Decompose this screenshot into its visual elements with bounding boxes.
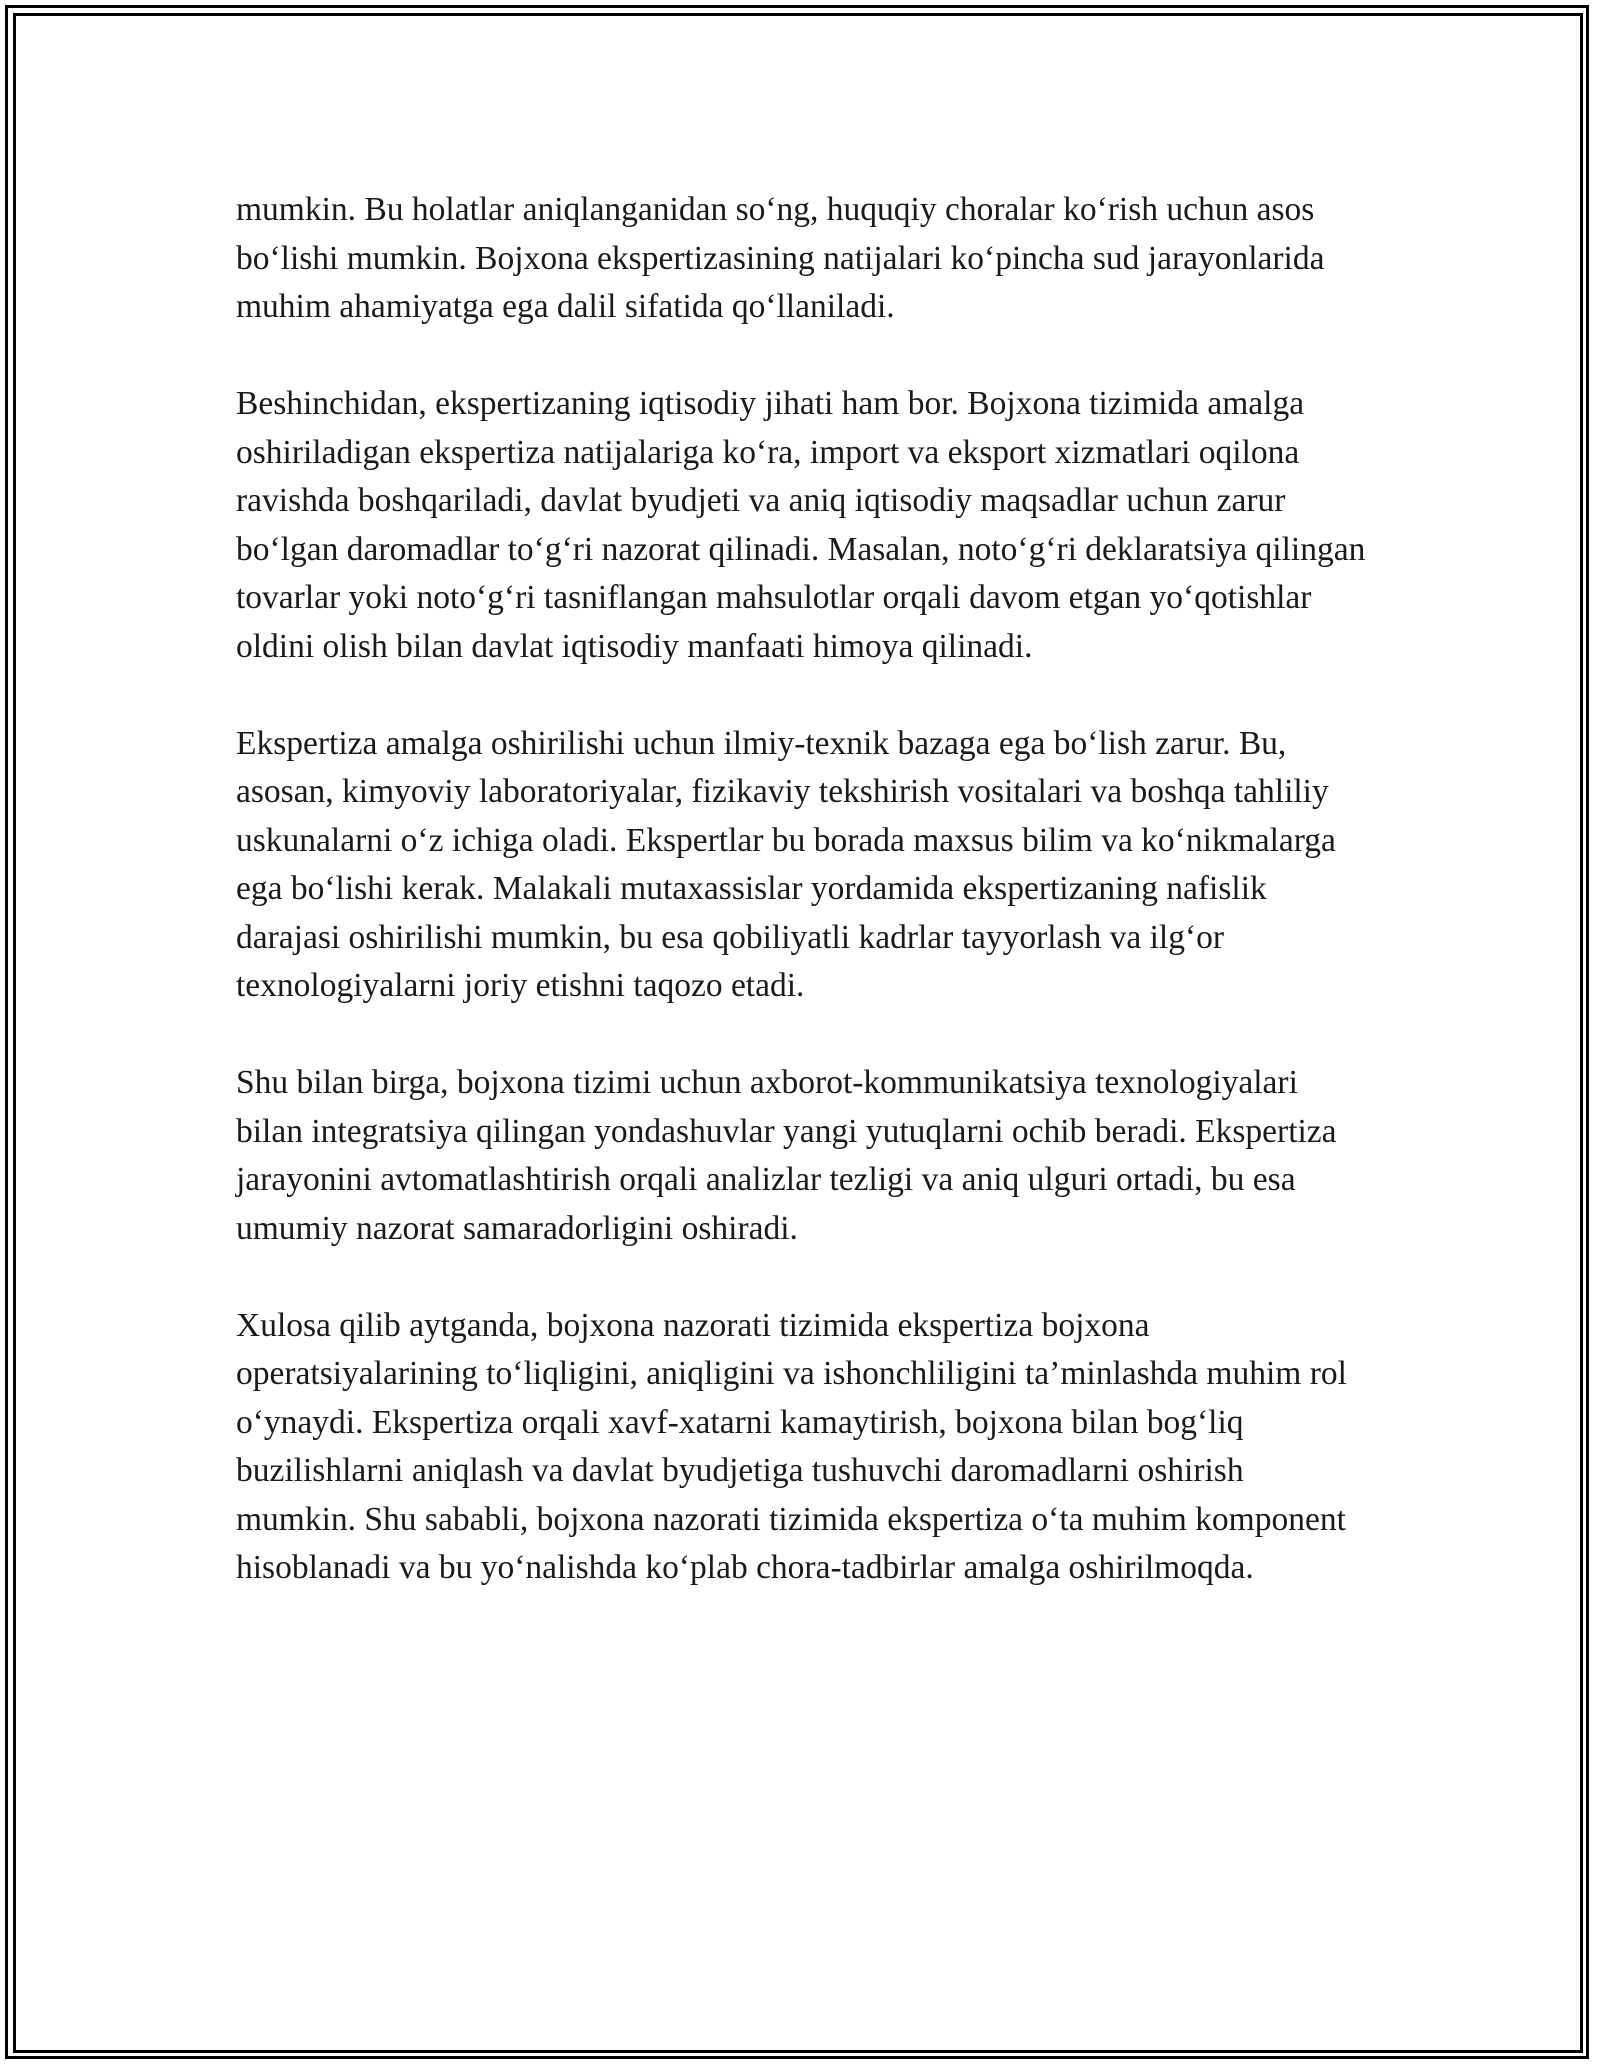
paragraph-1: mumkin. Bu holatlar aniqlanganidan so‘ng, huquqiy choralar ko‘rish uchun asos bo‘lishi mumkin. Bojxona ekspertizasining natijalari ko‘pincha sud jarayonlarida muhim ahamiyatga ega dalil sifatida qo‘llaniladi. xyxy=(236,191,1325,325)
paragraph-3: Ekspertiza amalga oshirilishi uchun ilmiy-texnik bazaga ega bo‘lish zarur. Bu, asosan, kimyoviy laboratoriyalar, fizikaviy tekshirish vositalari va boshqa tahliliy uskunalarni o‘z ichiga oladi. Ekspertlar bu borada maxsus bilim va ko‘nikmalarga ega bo‘lishi kerak. Malakali mutaxassislar yordamida ekspertizaning nafislik darajasi oshirilishi mumkin, bu esa qobiliyatli kadrlar tayyorlash va ilg‘or texnologiyalarni joriy etishni taqozo etadi. xyxy=(236,724,1336,1004)
paragraph-5: Xulosa qilib aytganda, bojxona nazorati tizimida ekspertiza bojxona operatsiyalarining to‘liqligini, aniqligini va ishonchliligini ta’minlashda muhim rol o‘ynaydi. Ekspertiza orqali xavf-xatarni kamaytirish, bojxona bilan bog‘liq buzilishlarni aniqlash va davlat byudjetiga tushuvchi daromadlarni oshirish mumkin. Shu sababli, bojxona nazorati tizimida ekspertiza o‘ta muhim komponent hisoblanadi va bu yo‘nalishda ko‘plab chora-tadbirlar amalga oshirilmoqda. xyxy=(236,1306,1347,1586)
document-body xyxy=(236,186,1366,1641)
paragraph-2: Beshinchidan, ekspertizaning iqtisodiy jihati ham bor. Bojxona tizimida amalga oshiriladigan ekspertiza natijalariga ko‘ra, import va eksport xizmatlari oqilona ravishda boshqariladi, davlat byudjeti va aniq iqtisodiy maqsadlar uchun zarur bo‘lgan daromadlar to‘g‘ri nazorat qilinadi. Masalan, noto‘g‘ri deklaratsiya qilingan tovarlar yoki noto‘g‘ri tasniflangan mahsulotlar orqali davom etgan yo‘qotishlar oldini olish bilan davlat iqtisodiy manfaati himoya qilinadi. xyxy=(236,385,1366,665)
paragraph-4: Shu bilan birga, bojxona tizimi uchun axborot-kommunikatsiya texnologiyalari bilan integratsiya qilingan yondashuvlar yangi yutuqlarni ochib beradi. Ekspertiza jarayonini avtomatlashtirish orqali analizlar tezligi va aniq ulguri ortadi, bu esa umumiy nazorat samaradorligini oshiradi. xyxy=(236,1064,1337,1247)
